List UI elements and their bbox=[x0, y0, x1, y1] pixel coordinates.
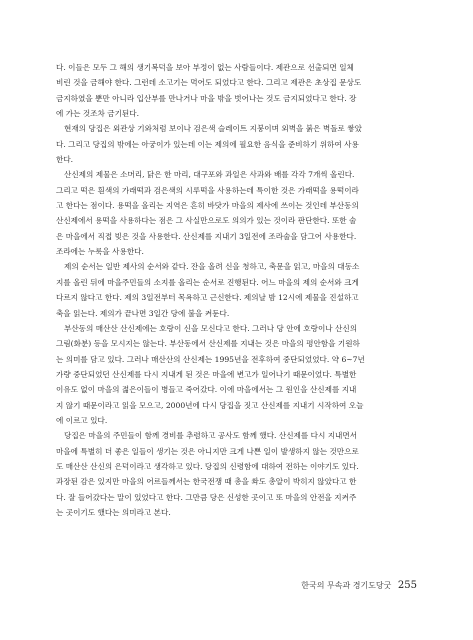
text-line: 에 이르고 있다. bbox=[56, 415, 108, 425]
text-line: 다. 그리고 당집의 밖에는 아궁이가 있는데 이는 제의에 필요한 음식을 준비하기 위하여 사용 bbox=[56, 139, 359, 149]
text-line: 다. 이들은 모두 그 해의 생기복덕을 보아 부정이 없는 사람들이다. 제관으로 선출되면 일체 bbox=[56, 63, 354, 72]
text-line: 과장된 감은 있지만 마을의 어르들께서는 한국전쟁 때 총을 쏴도 총알이 박히지 않았다고 한 bbox=[56, 477, 357, 487]
text-line: 는 곳이기도 했다는 의미라고 본다. bbox=[56, 507, 171, 517]
text-line: 현재의 당집은 외관상 기와처럼 보이나 검은색 슬레이트 지붕이며 외벽을 붉은 벽돌로 쌓았 bbox=[64, 124, 362, 134]
page-footer bbox=[301, 580, 417, 591]
text-line: 다. 잘 들어갔다는 말이 있었다고 한다. 그만큼 당은 신성한 곳이고 또 마을의 안전을 지켜주 bbox=[56, 492, 357, 502]
book-title: 한국의 무속과 경기도당굿 bbox=[301, 581, 392, 590]
page-number: 255 bbox=[397, 580, 417, 591]
text-line: 비린 것을 금해야 한다. 그런데 소고기는 먹어도 되었다고 한다. 그리고 제관은 초상집 문상도 bbox=[56, 78, 362, 88]
text-line: 부산동의 매산산 산신제에는 호랑이 신을 모신다고 한다. 그러나 당 안에 호랑이나 산신의 bbox=[64, 323, 358, 333]
text-line: 은 마을에서 직접 빚은 것을 사용한다. 산신제를 지내기 3일전에 조라술을 담그어 사용한다. bbox=[56, 231, 357, 241]
text-line: 산신제의 제물은 소머리, 닭은 한 마리, 대구포와 과일은 사과와 배를 각각 7개씩 올린다. bbox=[64, 170, 355, 180]
text-line: 축을 읽는다. 제의가 끝나면 3일간 당에 불을 켜둔다. bbox=[56, 308, 230, 318]
text-line: 그리고 떡은 흰색의 가래떡과 검은색의 시루떡을 사용하는데 특이한 것은 가래떡을 용떡이라 bbox=[56, 185, 359, 195]
text-line: 마을에 특별히 더 좋은 일들이 생기는 것은 아니지만 크게 나쁜 일이 발생하지 않는 것만으로 bbox=[56, 446, 359, 456]
text-line: 제의 순서는 일반 제사의 순서와 같다. 잔을 올려 신을 청하고, 축문을 읽고, 마을의 대동소 bbox=[64, 262, 360, 272]
text-line: 산신제에서 용떡을 사용하다는 점은 그 사실만으로도 의의가 있는 것이라 판단한다. 또한 술 bbox=[56, 216, 357, 226]
text-line: 금지하였을 뿐만 아니라 입산부를 만나거나 마을 밖을 벗어나는 것도 금지되었다고 한다. 장 bbox=[56, 93, 357, 103]
text-line: 이유도 없이 마을의 젊은이들이 병들고 죽어갔다. 이에 마을에서는 그 원인을 산신제를 지내 bbox=[56, 385, 357, 395]
text-line: 는 의미를 담고 있다. 그러나 매산산의 산신제는 1995년을 전후하여 중단되었었다. 약 6~7년 bbox=[56, 354, 365, 364]
text-line: 지를 올린 뒤에 마을주민들의 소지를 올리는 순서로 진행된다. 어느 마을의 제의 순서와 크게 bbox=[56, 277, 359, 287]
text-line: 가량 중단되었던 산신제를 다시 지내게 된 것은 마을에 변고가 일어나기 때문이었다. 특별한 bbox=[56, 369, 357, 379]
text-line: 조라에는 누룩을 사용한다. bbox=[56, 247, 144, 257]
text-line: 한다. bbox=[56, 155, 74, 165]
text-line: 고 한다는 점이다. 용떡을 올리는 지역은 흔히 바닷가 마을의 제사에 쓰이는 것인데 부산동의 bbox=[56, 201, 359, 211]
body-text bbox=[56, 60, 411, 520]
text-line: 다르지 않다고 한다. 제의 3일전부터 목욕하고 근신한다. 제의날 밤 12시에 제물을 진설하고 bbox=[56, 293, 359, 303]
text-line: 도 매산산 산신의 은덕이라고 생각하고 있다. 당집의 신령함에 대하여 전하는 이야기도 있다. bbox=[56, 461, 359, 471]
text-line: 그림(화분) 등을 모시지는 않는다. 부산동에서 산신제를 지내는 것은 마을의 평안함을 기원하 bbox=[56, 339, 360, 349]
text-line: 에 가는 것조차 금기된다. bbox=[56, 109, 140, 119]
text-line: 당집은 마을의 주민들이 함께 경비를 추렴하고 공사도 함께 했다. 산신제를 다시 지내면서 bbox=[64, 431, 358, 441]
text-line: 지 않기 때문이라고 읽을 모으고, 2000년에 다시 당집을 짓고 산신제를 지내기 시작하여 오늘 bbox=[56, 400, 364, 410]
